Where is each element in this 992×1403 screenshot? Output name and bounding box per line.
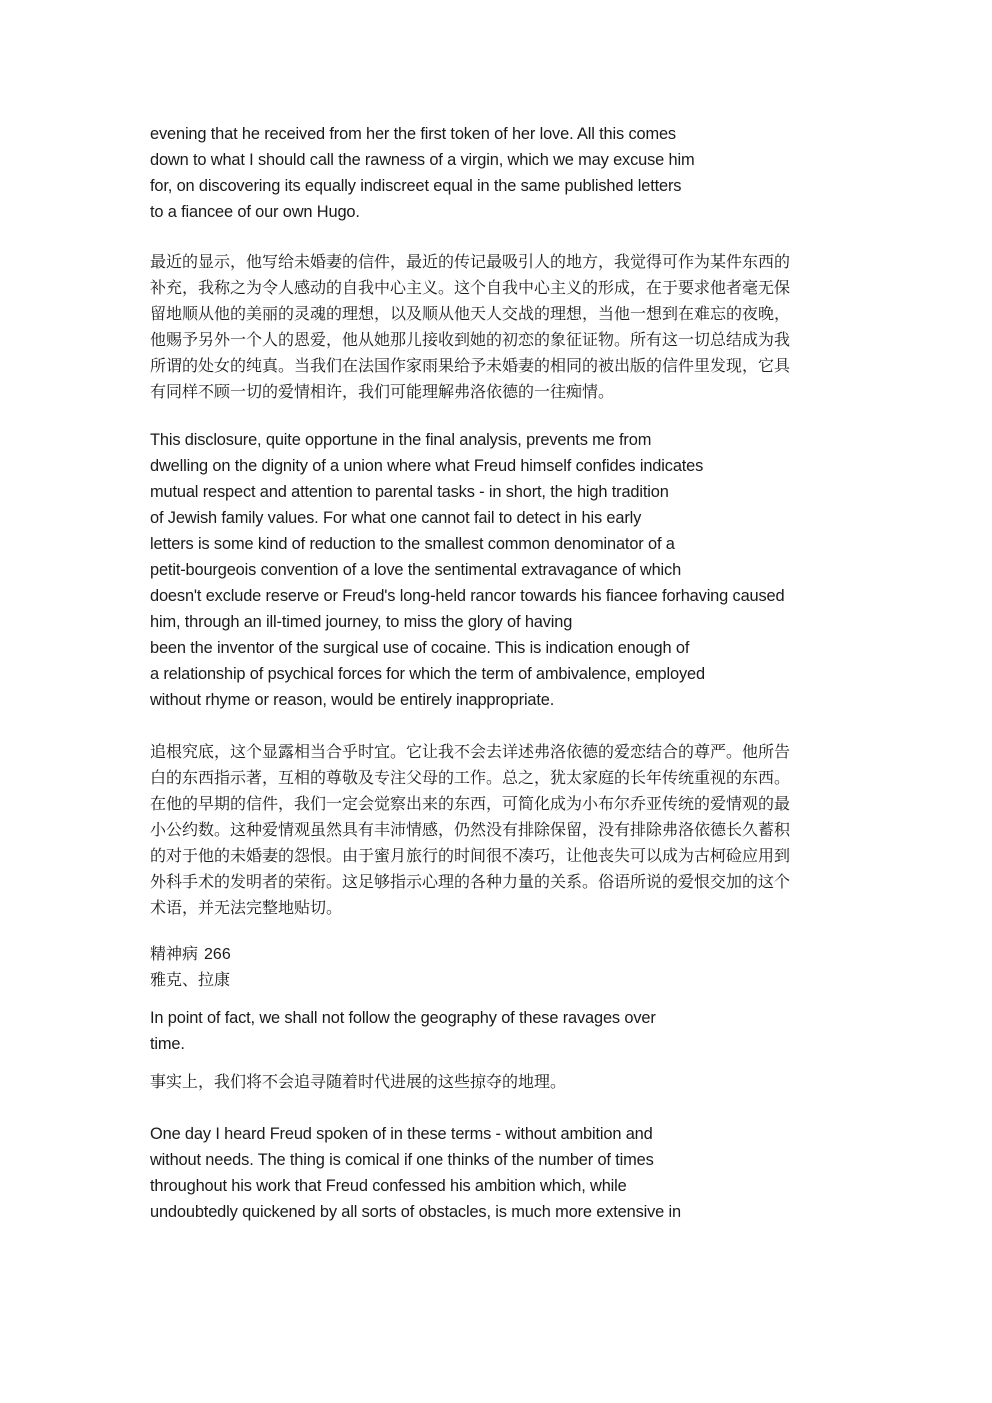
text-line: This disclosure, quite opportune in the final analysis, prevents me from [150,431,652,449]
text-line: him, through an ill-timed journey, to miss the glory of having [150,613,573,631]
text-line: time. [150,1035,185,1053]
text-line: 事实上，我们将不会追寻随着时代进展的这些掠夺的地理。 [150,1072,567,1091]
book-title: 精神病 [150,944,199,963]
text-line: 小公约数。这种爱情观虽然具有丰沛情感，仍然没有排除保留，没有排除弗洛依德长久蓄积 [150,820,791,839]
text-line: for, on discovering its equally indiscreet equal in the same published letters [150,177,682,195]
page-number: 266 [204,946,231,963]
text-line: 留地顺从他的美丽的灵魂的理想，以及顺从他天人交战的理想，当他一想到在难忘的夜晚， [150,304,791,323]
paragraph-english-3 [150,1005,850,1057]
text-line: In point of fact, we shall not follow the geography of these ravages over [150,1009,656,1027]
text-line: down to what I should call the rawness of a virgin, which we may excuse him [150,151,695,169]
text-line: 术语，并无法完整地贴切。 [150,898,343,917]
text-line: One day I heard Freud spoken of in these terms - without ambition and [150,1125,653,1143]
document-page [150,121,850,1225]
text-line: 外科手术的发明者的荣衔。这足够指示心理的各种力量的关系。俗语所说的爱恨交加的这个 [150,872,791,891]
text-line: 白的东西指示著，互相的尊敬及专注父母的工作。总之，犹太家庭的长年传统重视的东西。 [150,768,791,787]
page-marker [150,941,850,993]
text-line: 他赐予另外一个人的恩爱，他从她那儿接收到她的初恋的象征证物。所有这一切总结成为我 [150,330,791,349]
text-line: mutual respect and attention to parental tasks - in short, the high tradition [150,483,669,501]
text-line: of Jewish family values. For what one cannot fail to detect in his early [150,509,642,527]
paragraph-chinese-2 [150,739,850,921]
text-line: a relationship of psychical forces for which the term of ambivalence, employed [150,665,705,683]
text-line: 追根究底，这个显露相当合乎时宜。它让我不会去详述弗洛依德的爱恋结合的尊严。他所告 [150,742,791,761]
text-line: 的对于他的未婚妻的怨恨。由于蜜月旅行的时间很不凑巧，让他丧失可以成为古柯硷应用到 [150,846,791,865]
text-line: 有同样不顾一切的爱情相许，我们可能理解弗洛依德的一往痴情。 [150,382,615,401]
paragraph-english-2 [150,427,850,713]
text-line: throughout his work that Freud confessed his ambition which, while [150,1177,627,1195]
text-line: been the inventor of the surgical use of cocaine. This is indication enough of [150,639,690,657]
book-author: 雅克、拉康 [150,970,231,989]
paragraph-chinese-1 [150,249,850,405]
text-line: doesn't exclude reserve or Freud's long-held rancor towards his fiancee forhaving caused [150,587,785,605]
text-line: to a fiancee of our own Hugo. [150,203,360,221]
text-line: 补充，我称之为令人感动的自我中心主义。这个自我中心主义的形成，在于要求他者毫无保 [150,278,791,297]
text-line: 最近的显示，他写给未婚妻的信件，最近的传记最吸引人的地方，我觉得可作为某件东西的 [150,252,791,271]
text-line: dwelling on the dignity of a union where what Freud himself confides indicates [150,457,704,475]
text-line: petit-bourgeois convention of a love the sentimental extravagance of which [150,561,682,579]
text-line: undoubtedly quickened by all sorts of obstacles, is much more extensive in [150,1203,681,1221]
text-line: letters is some kind of reduction to the smallest common denominator of a [150,535,675,553]
text-line: without needs. The thing is comical if one thinks of the number of times [150,1151,654,1169]
text-line: 在他的早期的信件，我们一定会觉察出来的东西，可简化成为小布尔乔亚传统的爱情观的最 [150,794,791,813]
text-line: evening that he received from her the first token of her love. All this comes [150,125,676,143]
paragraph-chinese-3 [150,1069,850,1095]
page-marker-title-line [150,941,850,967]
text-line: 所谓的处女的纯真。当我们在法国作家雨果给予未婚妻的相同的被出版的信件里发现，它具 [150,356,791,375]
paragraph-english-1 [150,121,850,225]
paragraph-english-4 [150,1121,850,1225]
text-line: without rhyme or reason, would be entirely inappropriate. [150,691,555,709]
